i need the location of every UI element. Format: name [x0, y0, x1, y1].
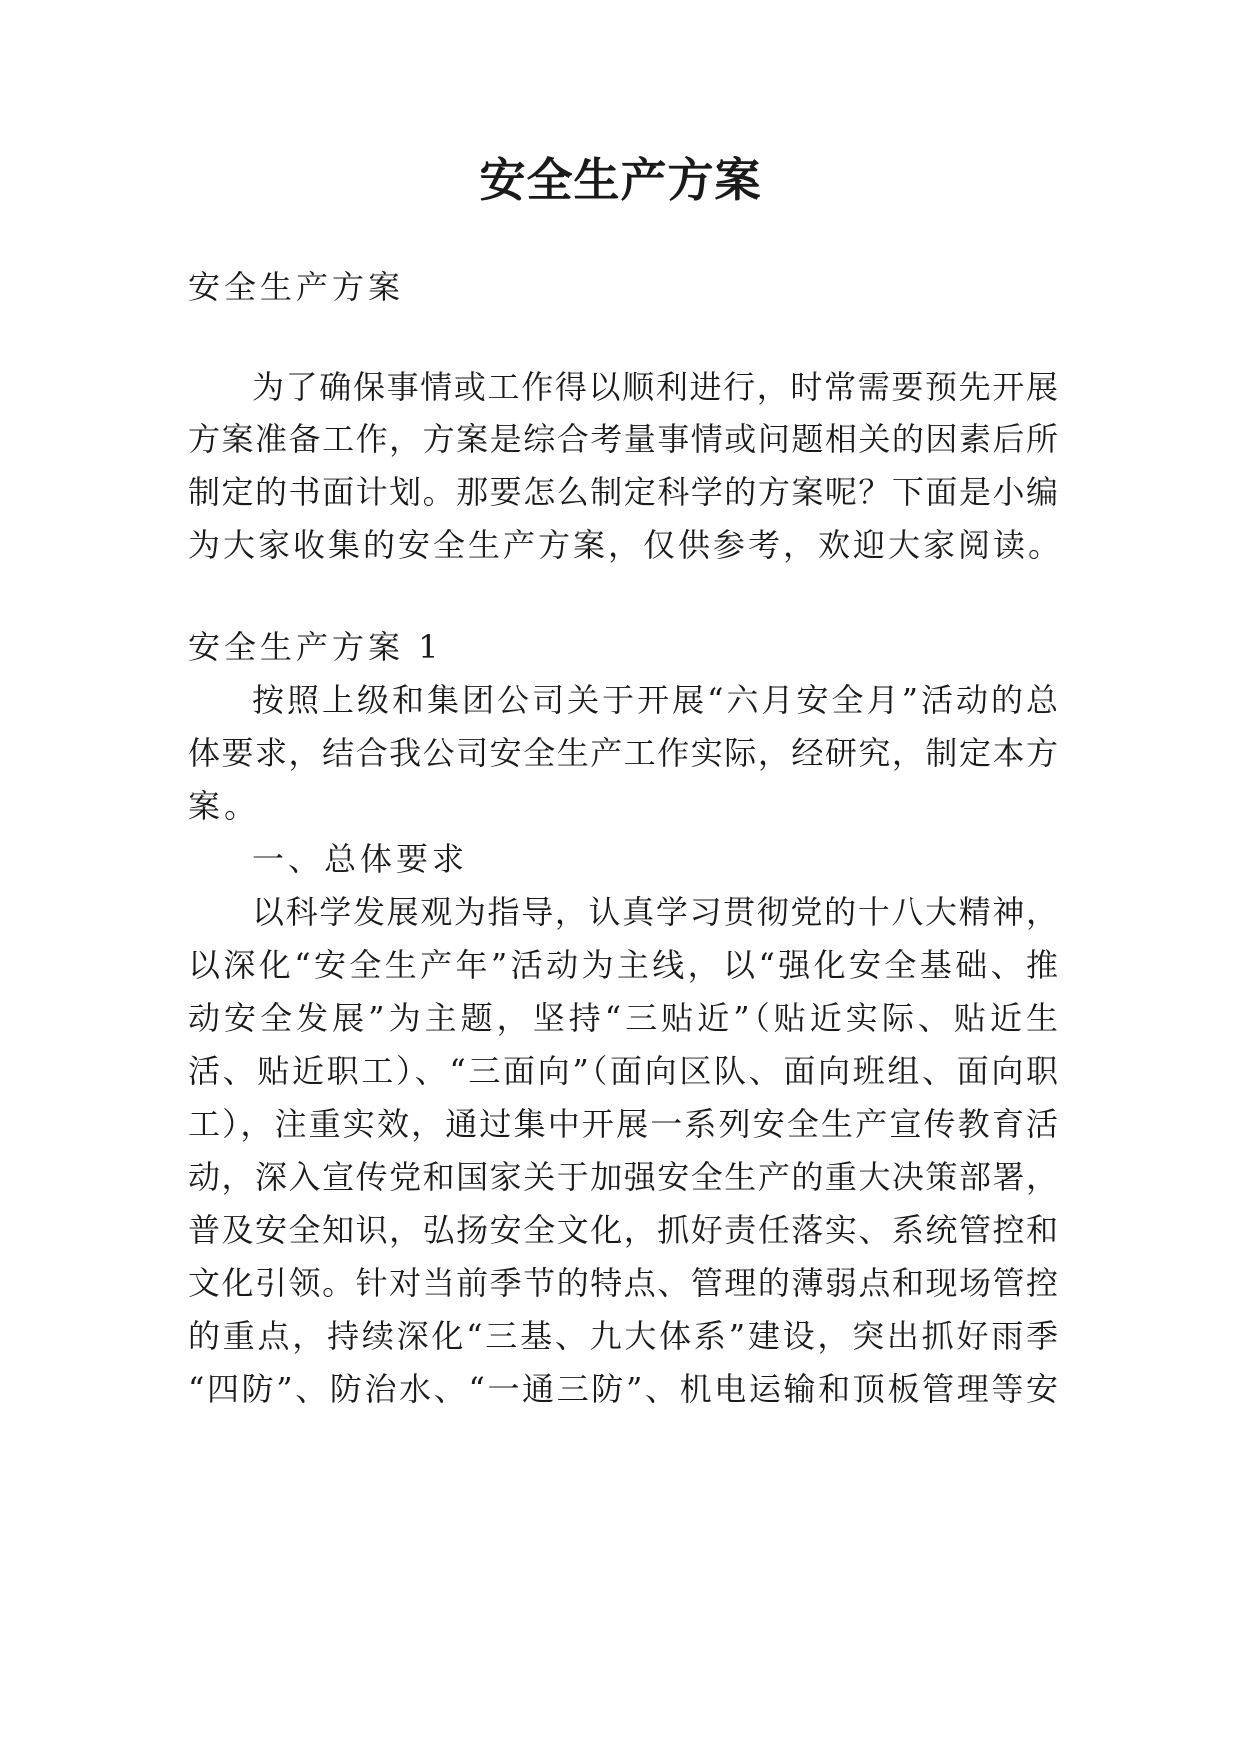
intro-line: 制定的书面计划。那要怎么制定科学的方案呢？下面是小编 — [188, 473, 1058, 511]
intro-line: 方案准备工作，方案是综合考量事情或问题相关的因素后所 — [188, 420, 1058, 458]
paragraph-line: 动，深入宣传党和国家关于加强安全生产的重大决策部署， — [188, 1158, 1058, 1196]
section-line: 体要求，结合我公司安全生产工作实际，经研究，制定本方 — [188, 734, 1058, 772]
subheading: 一、总体要求 — [252, 840, 469, 878]
intro-line: 为大家收集的安全生产方案，仅供参考，欢迎大家阅读。 — [188, 526, 1064, 564]
section-line: 案。 — [188, 787, 261, 825]
paragraph-line: 普及安全知识，弘扬安全文化，抓好责任落实、系统管控和 — [188, 1211, 1058, 1249]
paragraph-line: 工），注重实效，通过集中开展一系列安全生产宣传教育活 — [188, 1105, 1058, 1143]
section-line: 按照上级和集团公司关于开展“六月安全月”活动的总 — [252, 681, 1058, 719]
paragraph-line: 以深化“安全生产年”活动为主线，以“强化安全基础、推 — [188, 946, 1058, 984]
intro-line: 为了确保事情或工作得以顺利进行，时常需要预先开展 — [252, 368, 1058, 406]
paragraph-line: “四防”、防治水、“一通三防”、机电运输和顶板管理等安 — [188, 1370, 1058, 1408]
paragraph-line: 的重点，持续深化“三基、九大体系”建设，突出抓好雨季 — [188, 1317, 1058, 1355]
subtitle: 安全生产方案 — [188, 268, 405, 306]
paragraph-line: 活、贴近职工）、“三面向”（面向区队、面向班组、面向职 — [188, 1052, 1058, 1090]
paragraph-line: 动安全发展”为主题，坚持“三贴近”（贴近实际、贴近生 — [188, 999, 1058, 1037]
document-title: 安全生产方案 — [479, 153, 762, 207]
section-heading: 安全生产方案 1 — [188, 628, 443, 666]
paragraph-line: 文化引领。针对当前季节的特点、管理的薄弱点和现场管控 — [188, 1264, 1058, 1302]
paragraph-line: 以科学发展观为指导，认真学习贯彻党的十八大精神， — [252, 893, 1058, 931]
